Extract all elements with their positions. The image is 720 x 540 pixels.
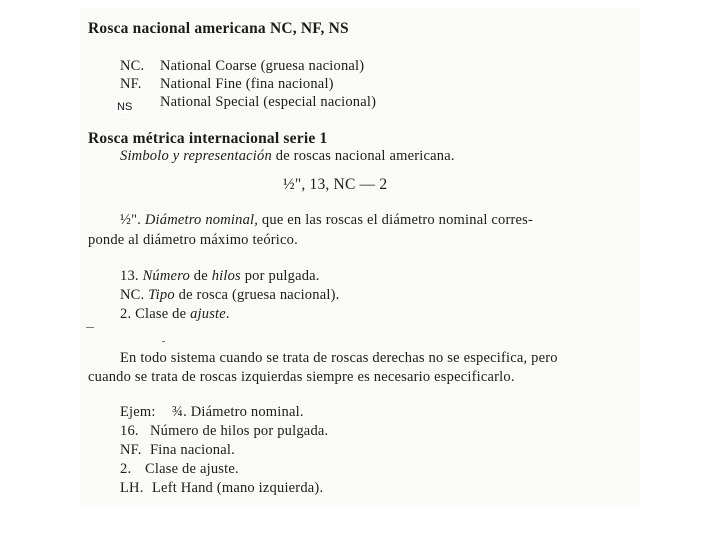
def-italic: Tipo [148, 287, 175, 303]
subheading [120, 148, 455, 165]
def-italic: Número [142, 268, 190, 284]
example-code: Ejem: [120, 404, 156, 420]
def-class [120, 306, 230, 323]
example-text: Número de hilos por pulgada. [150, 423, 329, 439]
example-text: ¾. Diámetro nominal. [172, 404, 304, 420]
example-code: 16. [120, 423, 139, 439]
diameter-term: Diámetro nominal, [144, 212, 259, 228]
def-mid: de [193, 268, 208, 284]
diameter-definition-line1 [120, 212, 533, 229]
type-code-nf: NF. [120, 76, 142, 92]
thread-formula: ½", 13, NC — 2 [283, 176, 388, 193]
def-rest: por pulgada. [244, 268, 320, 284]
example-code: LH. [120, 480, 144, 496]
def-threads [120, 268, 320, 285]
example-text: Fina nacional. [150, 442, 235, 458]
def-pre: Clase de [135, 306, 187, 322]
type-desc-nf: National Fine (fina nacional) [160, 76, 334, 92]
type-desc-nc: National Coarse (gruesa nacional) [160, 58, 365, 74]
subheading-italic: Simbolo y representación [120, 148, 272, 164]
diameter-definition-line2: ponde al diámetro máximo teórico. [88, 232, 298, 248]
scan-speck [162, 341, 165, 342]
example-code: 2. [120, 461, 132, 477]
def-italic2: hilos [211, 268, 241, 284]
example-text: Left Hand (mano izquierda). [152, 480, 324, 496]
paragraph-line2: cuando se trata de roscas izquierdas siempre es necesario especificarlo. [88, 369, 515, 385]
type-code-ns: NS [117, 101, 133, 113]
example-text: Clase de ajuste. [145, 461, 239, 477]
def-code: 13. [120, 268, 139, 284]
type-desc-ns: National Special (especial nacional) [160, 94, 377, 110]
type-code-nc: NC. [120, 58, 145, 74]
paragraph-line1: En todo sistema cuando se trata de roscas derechas no se especifica, pero [120, 350, 558, 366]
subheading-rest: de roscas nacional americana. [275, 148, 455, 164]
heading-rosca-metrica: Rosca métrica internacional serie 1 [88, 130, 328, 147]
def-code: NC. [120, 287, 145, 303]
def-rest: de rosca (gruesa nacional). [178, 287, 340, 303]
diameter-text: que en las roscas el diámetro nominal corres- [261, 212, 534, 228]
def-italic: ajuste [190, 306, 226, 322]
heading-rosca-nacional: Rosca nacional americana NC, NF, NS [88, 20, 349, 37]
def-type [120, 287, 339, 304]
example-code: NF. [120, 442, 142, 458]
diameter-code: ½". [120, 212, 142, 228]
def-rest: . [225, 306, 230, 322]
scan-speck [86, 327, 94, 328]
def-code: 2. [120, 306, 132, 322]
